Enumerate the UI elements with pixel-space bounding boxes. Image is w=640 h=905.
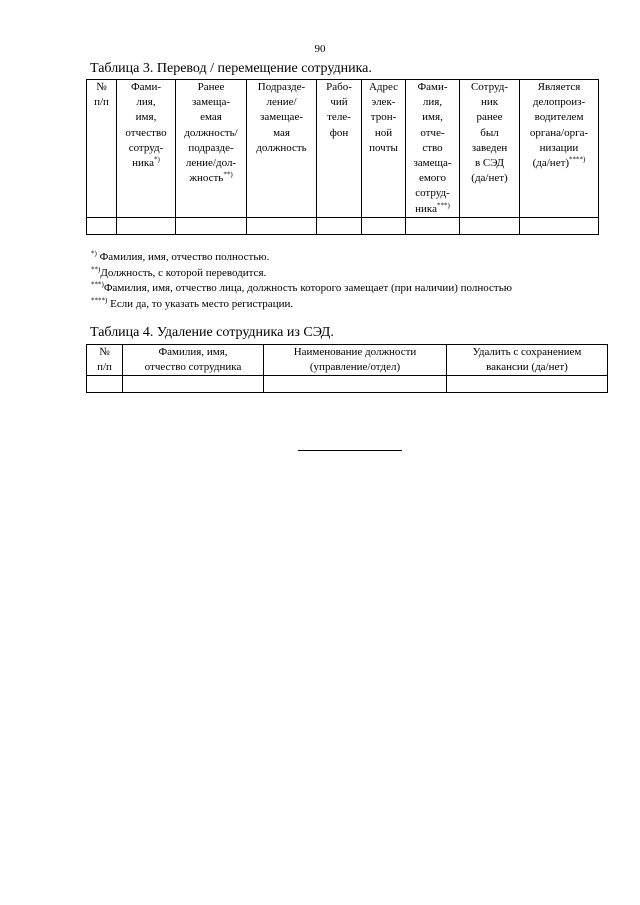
- header-cell: Рабо- чий теле- фон: [317, 80, 362, 218]
- table-cell[interactable]: [247, 217, 317, 234]
- table-cell[interactable]: [87, 217, 117, 234]
- header-cell: № п/п: [87, 345, 123, 376]
- table-cell[interactable]: [447, 376, 608, 393]
- footnotes: [91, 250, 512, 312]
- table-cell[interactable]: [123, 376, 264, 393]
- footnote: **)Должность, с которой переводится.: [91, 264, 267, 279]
- header-cell: Фами- лия, имя, отче- ство замеща- емого сотруд- ника***): [406, 80, 460, 218]
- page-number: 90: [314, 43, 326, 55]
- removal-table: [86, 344, 608, 393]
- transfer-table: [86, 79, 599, 235]
- header-cell: Ранее замеща- емая должность/ подразде- ление/дол- жность**): [176, 80, 247, 218]
- header-cell: Фамилия, имя, отчество сотрудника: [123, 345, 264, 376]
- footnote: *) Фамилия, имя, отчество полностью.: [91, 249, 270, 263]
- header-cell: Наименование должности (управление/отдел): [264, 345, 447, 376]
- footnote: ****) Если да, то указать место регистрации.: [91, 295, 294, 310]
- table4-caption: Таблица 4. Удаление сотрудника из СЭД.: [90, 325, 334, 340]
- table-cell[interactable]: [520, 217, 599, 234]
- table-cell[interactable]: [264, 376, 447, 393]
- table-cell[interactable]: [87, 376, 123, 393]
- table-cell[interactable]: [460, 217, 520, 234]
- table-cell[interactable]: [317, 217, 362, 234]
- table-cell[interactable]: [362, 217, 406, 234]
- header-cell: Подразде- ление/ замещае- мая должность: [247, 80, 317, 218]
- header-cell: Адрес элек- трон- ной почты: [362, 80, 406, 218]
- footnote: ***)Фамилия, имя, отчество лица, должность которого замещает (при наличии) полностью: [91, 280, 512, 294]
- table3-caption: Таблица 3. Перевод / перемещение сотрудника.: [90, 61, 372, 76]
- header-cell: Удалить с сохранением вакансии (да/нет): [447, 345, 608, 376]
- table-cell[interactable]: [406, 217, 460, 234]
- header-cell: Сотруд- ник ранее был заведен в СЭД (да/нет): [460, 80, 520, 218]
- separator-line: [298, 450, 402, 451]
- header-cell: Фами- лия, имя, отчество сотруд- ника*): [117, 80, 176, 218]
- header-cell: № п/п: [87, 80, 117, 218]
- table-cell[interactable]: [117, 217, 176, 234]
- header-cell: Является делопроиз- водителем органа/орга- низации (да/нет)****): [520, 80, 599, 218]
- table-cell[interactable]: [176, 217, 247, 234]
